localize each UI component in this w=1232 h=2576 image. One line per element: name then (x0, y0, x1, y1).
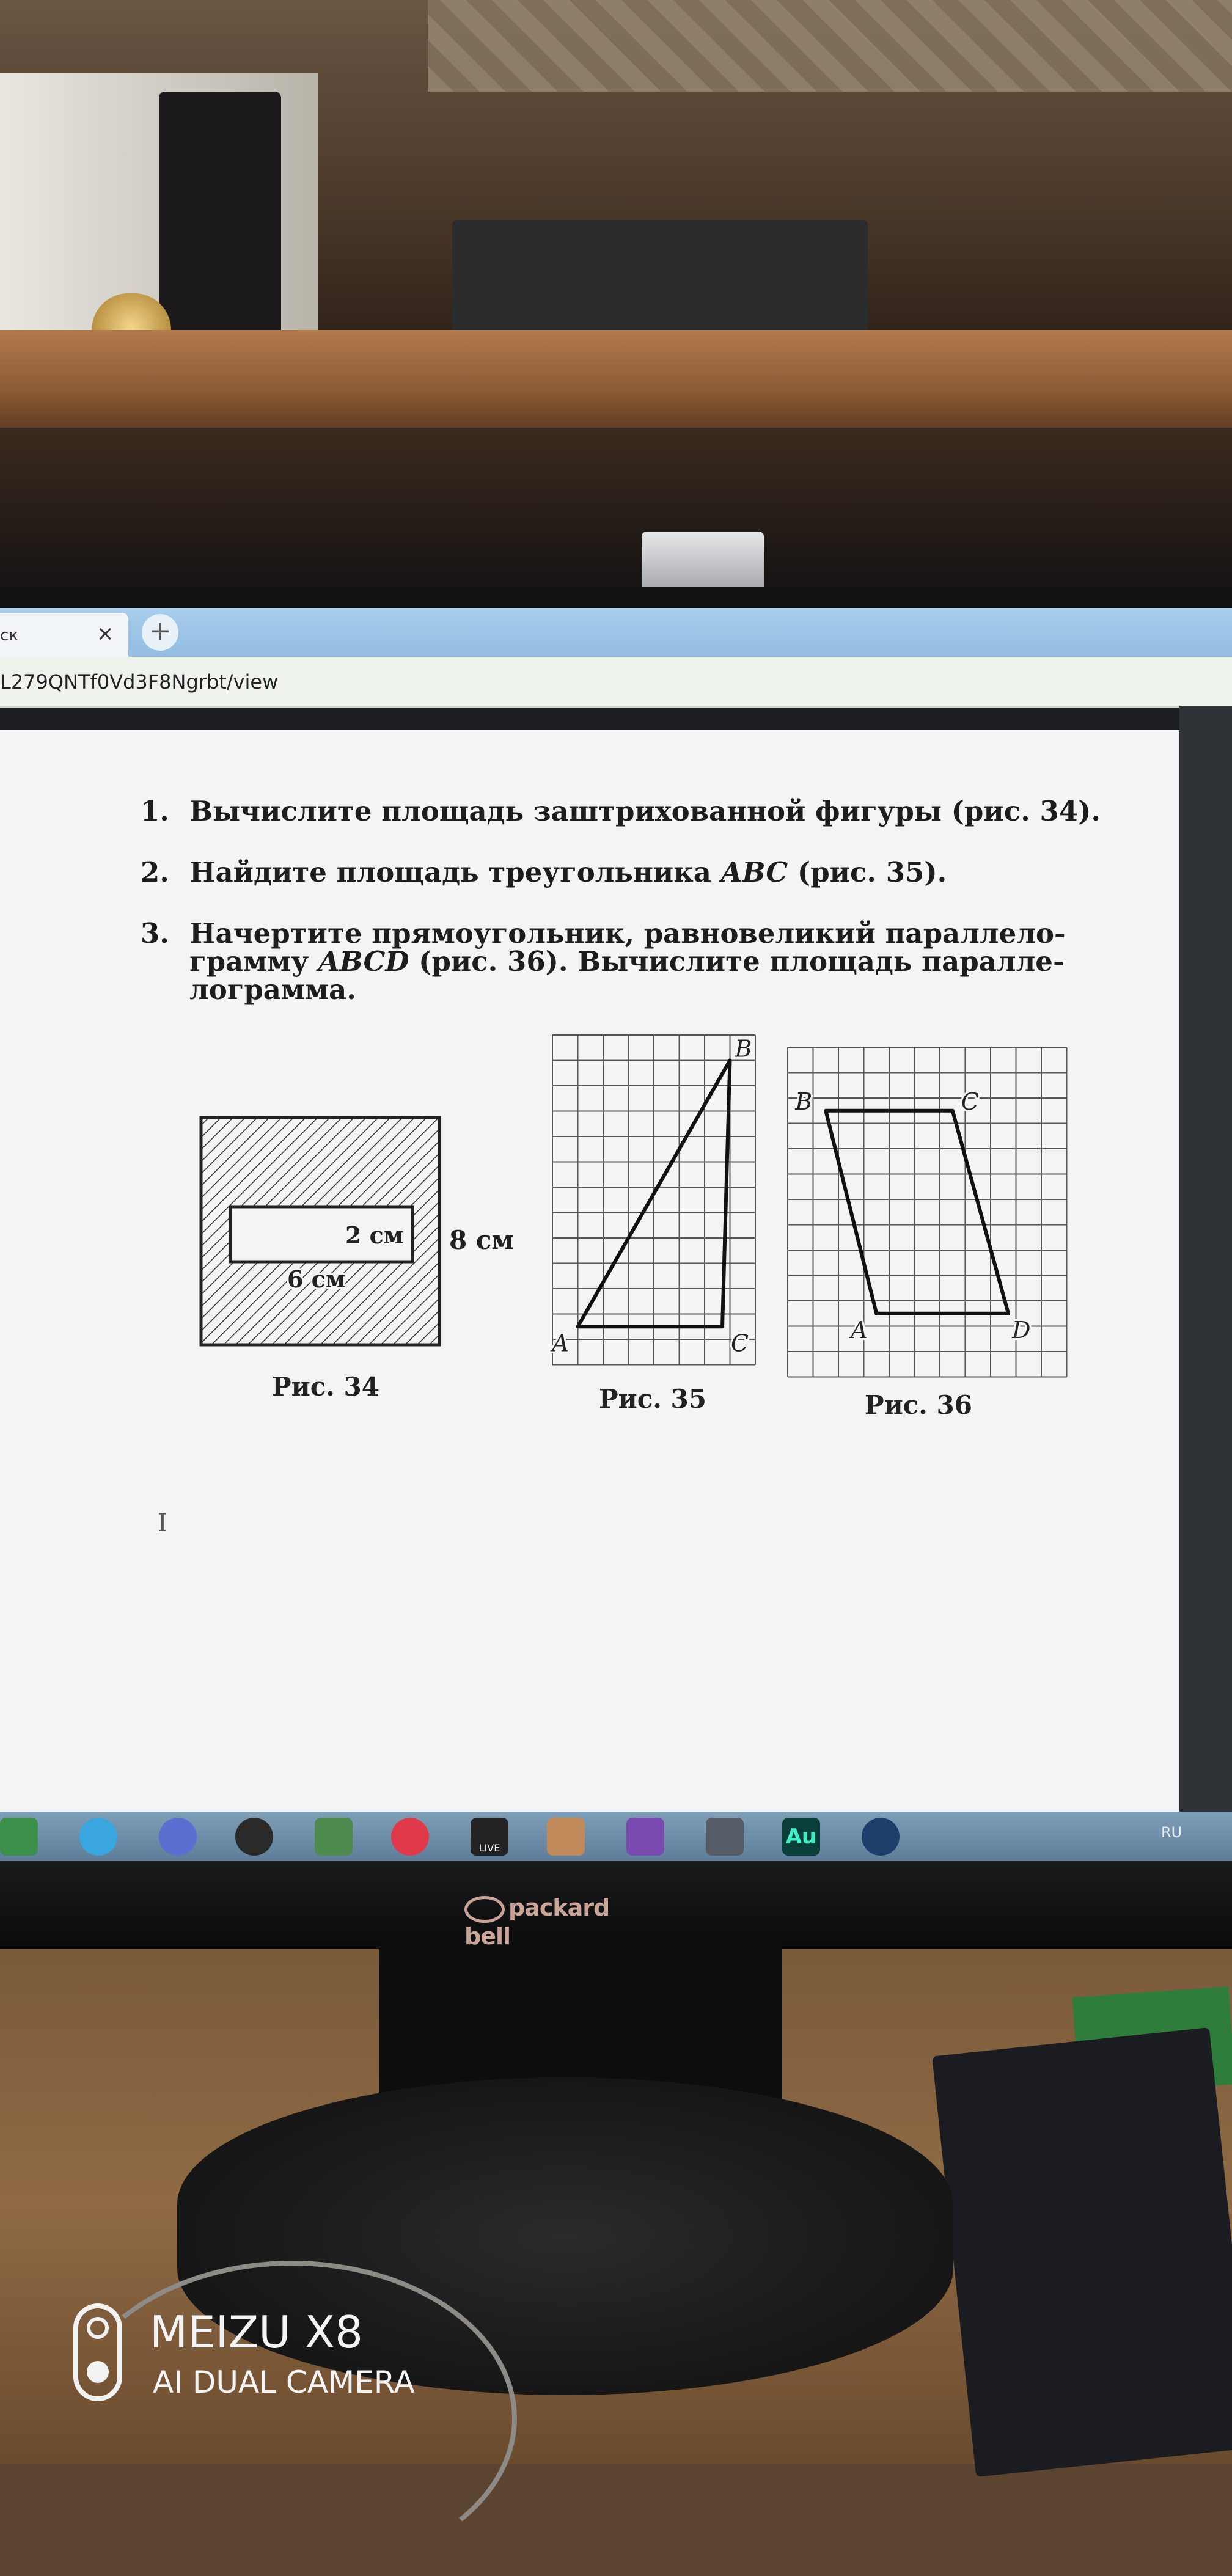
figure-35-caption: Рис. 35 (599, 1384, 706, 1414)
product-box-dark (159, 92, 281, 354)
computer-icon[interactable] (315, 1818, 353, 1856)
monitor-screen (0, 608, 1232, 1861)
language-indicator[interactable]: RU (1161, 1824, 1182, 1841)
internet-explorer-icon[interactable] (79, 1818, 117, 1856)
question-3 (141, 917, 1094, 1006)
label-8cm: 8 см (449, 1225, 514, 1255)
question-text: Найдите площадь треугольника (189, 856, 721, 888)
windows-start-icon[interactable] (0, 1818, 38, 1856)
vertex-c-label: C (961, 1088, 979, 1115)
question-1 (141, 797, 1118, 825)
question-number: 1. (141, 795, 169, 827)
game-icon[interactable] (391, 1818, 429, 1856)
camera-logo-icon (73, 2303, 122, 2401)
vertex-a-label: A (851, 1316, 868, 1344)
shelf-object (452, 220, 868, 342)
audition-icon[interactable]: Au (782, 1818, 820, 1856)
question-line-2: грамму ABCD (рис. 36). Вычислите площадь паралле- (189, 945, 1065, 978)
text-cursor-icon: I (158, 1509, 167, 1537)
vertex-c-label: C (731, 1330, 749, 1357)
viewer-side-panel (1179, 706, 1232, 1812)
tab-title: ск (0, 626, 18, 645)
live-icon[interactable]: LIVE (471, 1818, 508, 1856)
new-tab-button[interactable]: + (142, 614, 178, 651)
vertex-d-label: D (1012, 1316, 1031, 1344)
shelf-underside (0, 428, 1232, 599)
question-text: Вычислите площадь заштрихованной фигуры (рис. 34). (189, 795, 1101, 827)
browser-tab-bar (0, 608, 1232, 657)
wallpaper (428, 0, 1232, 92)
figure-34-caption: Рис. 34 (272, 1372, 380, 1402)
discord-icon[interactable] (159, 1818, 197, 1856)
address-bar[interactable] (0, 657, 1232, 708)
watermark-camera: AI DUAL CAMERA (153, 2365, 415, 2400)
steam-icon[interactable] (862, 1818, 900, 1856)
brand-swirl-icon (464, 1896, 505, 1923)
figure-34 (199, 1115, 443, 1353)
label-6cm: 6 см (287, 1265, 346, 1293)
label-2cm: 2 см (345, 1221, 404, 1249)
close-icon[interactable]: × (97, 621, 114, 646)
triangle-name: ABC (721, 856, 788, 888)
question-text-end: (рис. 35). (788, 856, 947, 888)
parallelogram-abcd (826, 1111, 1008, 1314)
parallelogram-name: ABCD (318, 945, 409, 978)
watermark-model: MEIZU X8 (150, 2307, 363, 2358)
avatar-icon[interactable] (547, 1818, 585, 1856)
figure-36-caption: Рис. 36 (865, 1390, 972, 1420)
url-text[interactable]: L279QNTf0Vd3F8Ngrbt/view (0, 670, 279, 693)
question-number: 3. (141, 917, 169, 950)
figure-36 (785, 1045, 1069, 1384)
monitor-brand-logo: packard bell (464, 1894, 610, 1950)
steam-app-icon[interactable] (706, 1818, 744, 1856)
vertex-a-label: A (552, 1330, 569, 1357)
app-icon[interactable] (626, 1818, 664, 1856)
browser-tab[interactable] (0, 613, 128, 657)
taskbar (0, 1812, 1232, 1861)
wooden-shelf (0, 330, 1232, 434)
question-2 (141, 858, 1118, 887)
document-page (0, 730, 1179, 1812)
vertex-b-label: B (795, 1088, 813, 1115)
obs-icon[interactable] (235, 1818, 273, 1856)
black-notebook (932, 2027, 1232, 2477)
question-number: 2. (141, 856, 169, 888)
question-line-1: Начертите прямоугольник, равновеликий параллело- (189, 917, 1066, 950)
vertex-b-label: B (735, 1035, 752, 1063)
figure-35 (550, 1033, 761, 1372)
question-line-3: лограмма. (189, 973, 356, 1006)
